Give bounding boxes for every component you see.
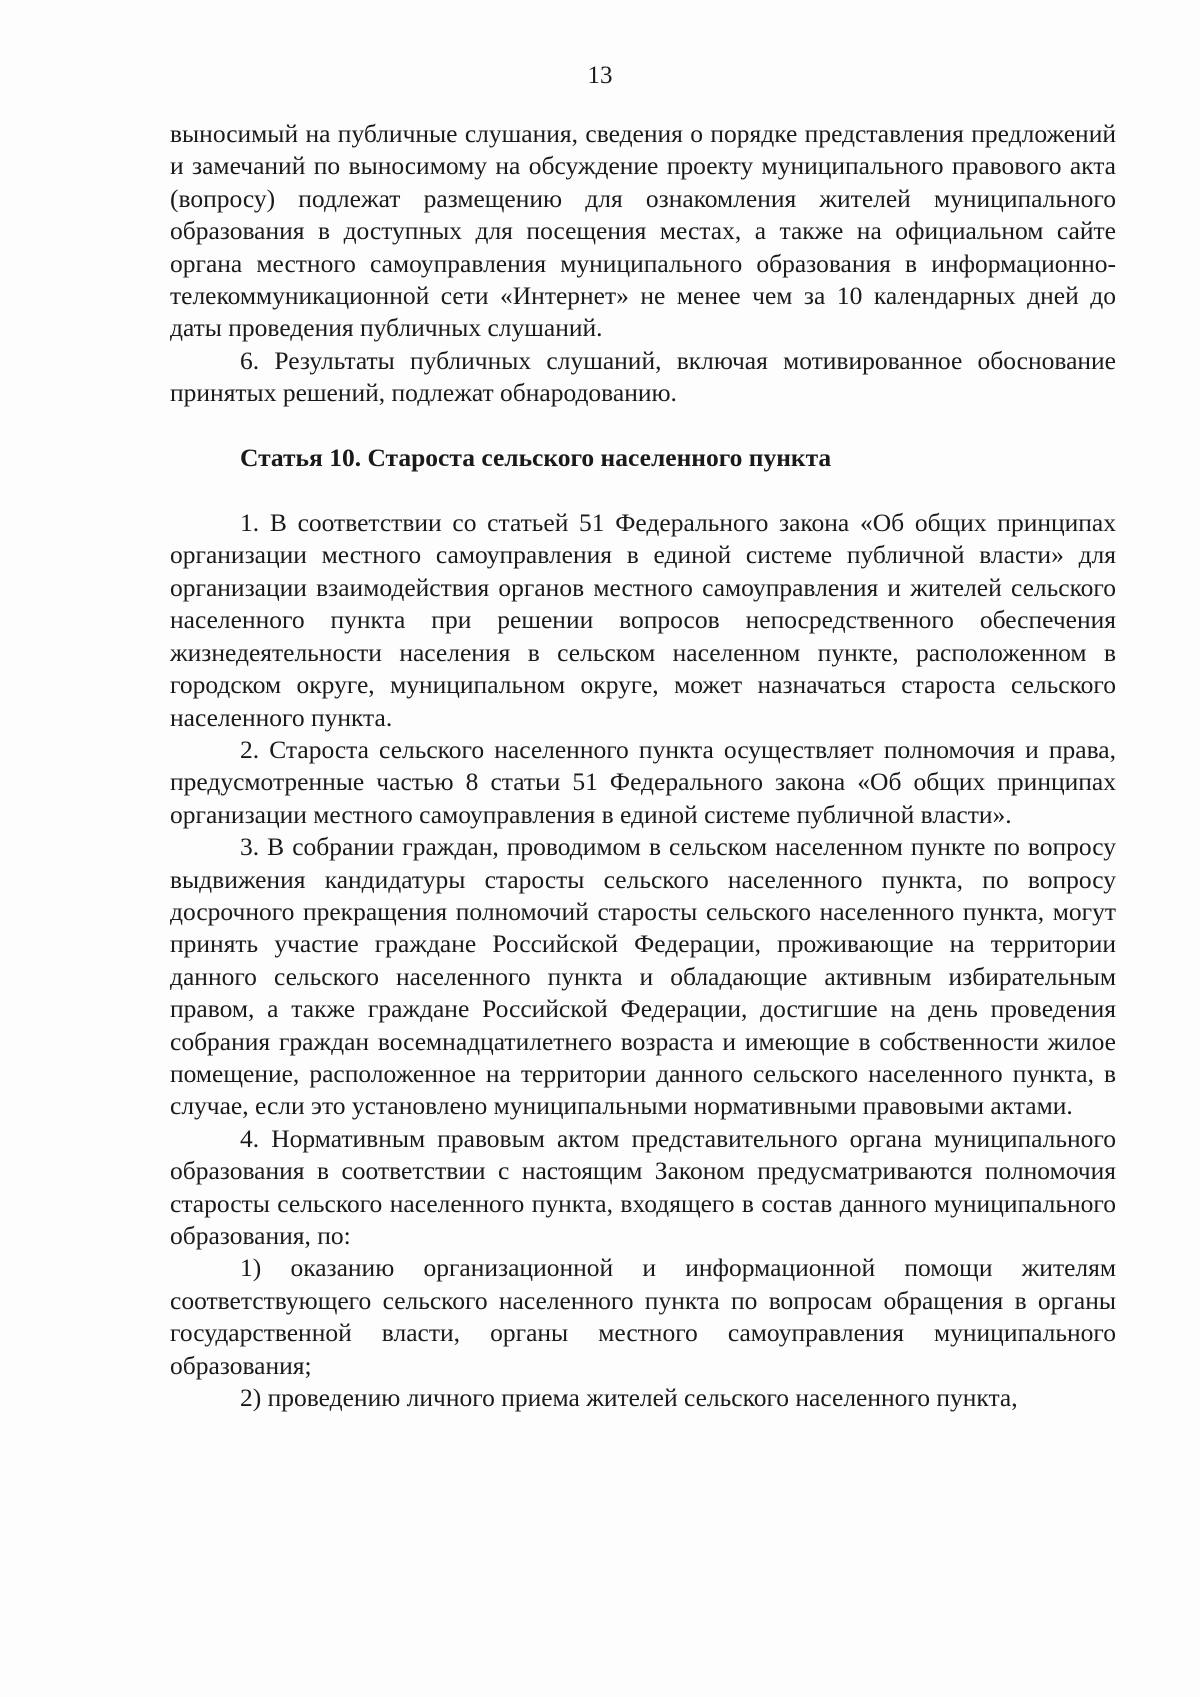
- page-number: 13: [587, 62, 613, 89]
- paragraph-continuation: выносимый на публичные слушания, сведения о порядке представления предложений и замечаний по выносимому на обсуждение проекту муниципального правового акта (вопросу) подлежат размещению для ознакомления жителей муниципального образования в доступных для посещения местах, а также на официальном сайте органа местного самоуправления муниципального образования в информационно-телекоммуникационной сети «Интернет» не менее чем за 10 календарных дней до даты проведения публичных слушаний.: [170, 119, 1116, 343]
- paragraph-item-4: 4. Нормативным правовым актом представительного органа муниципального образования в соответствии с настоящим Законом предусматриваются полномочия старосты сельского населенного пункта, входящего в состав данного муниципального образования, по:: [170, 1123, 1116, 1250]
- article-heading: Статья 10. Староста сельского населенного пункта: [240, 442, 832, 472]
- paragraph-item-6: 6. Результаты публичных слушаний, включая мотивированное обоснование принятых решений, подлежат обнародованию.: [170, 345, 1116, 408]
- paragraph-item-3: 3. В собрании граждан, проводимом в сельском населенном пункте по вопросу выдвижения кандидатуры старосты сельского населенного пункта, по вопросу досрочного прекращения полномочий старосты сельского населенного пункта, могут принять участие граждане Российской Федерации, проживающие на территории данного сельского населенного пункта и обладающие активным избирательным правом, а также граждане Российской Федерации, достигшие на день проведения собрания граждан восемнадцатилетнего возраста и имеющие в собственности жилое помещение, расположенное на территории данного сельского населенного пункта, в случае, если это установлено муниципальными нормативными правовыми актами.: [170, 832, 1116, 1121]
- paragraph-item-1: 1. В соответствии со статьей 51 Федерального закона «Об общих принципах организации местного самоуправления в единой системе публичной власти» для организации взаимодействия органов местного самоуправления и жителей сельского населенного пункта при решении вопросов непосредственного обеспечения жизнедеятельности населения в сельском населенном пункте, расположенном в городском округе, муниципальном округе, может назначаться староста сельского населенного пункта.: [170, 508, 1116, 732]
- paragraph-item-2: 2. Староста сельского населенного пункта осуществляет полномочия и права, предусмотренные частью 8 статьи 51 Федерального закона «Об общих принципах организации местного самоуправления в единой системе публичной власти».: [170, 734, 1116, 829]
- document-body: [170, 118, 1116, 1414]
- subitem-1: 1) оказанию организационной и информационной помощи жителям соответствующего сельского населенного пункта по вопросам обращения в органы государственной власти, органы местного самоуправления муниципального образования;: [170, 1253, 1116, 1380]
- subitem-2: 2) проведению личного приема жителей сельского населенного пункта,: [240, 1383, 1018, 1413]
